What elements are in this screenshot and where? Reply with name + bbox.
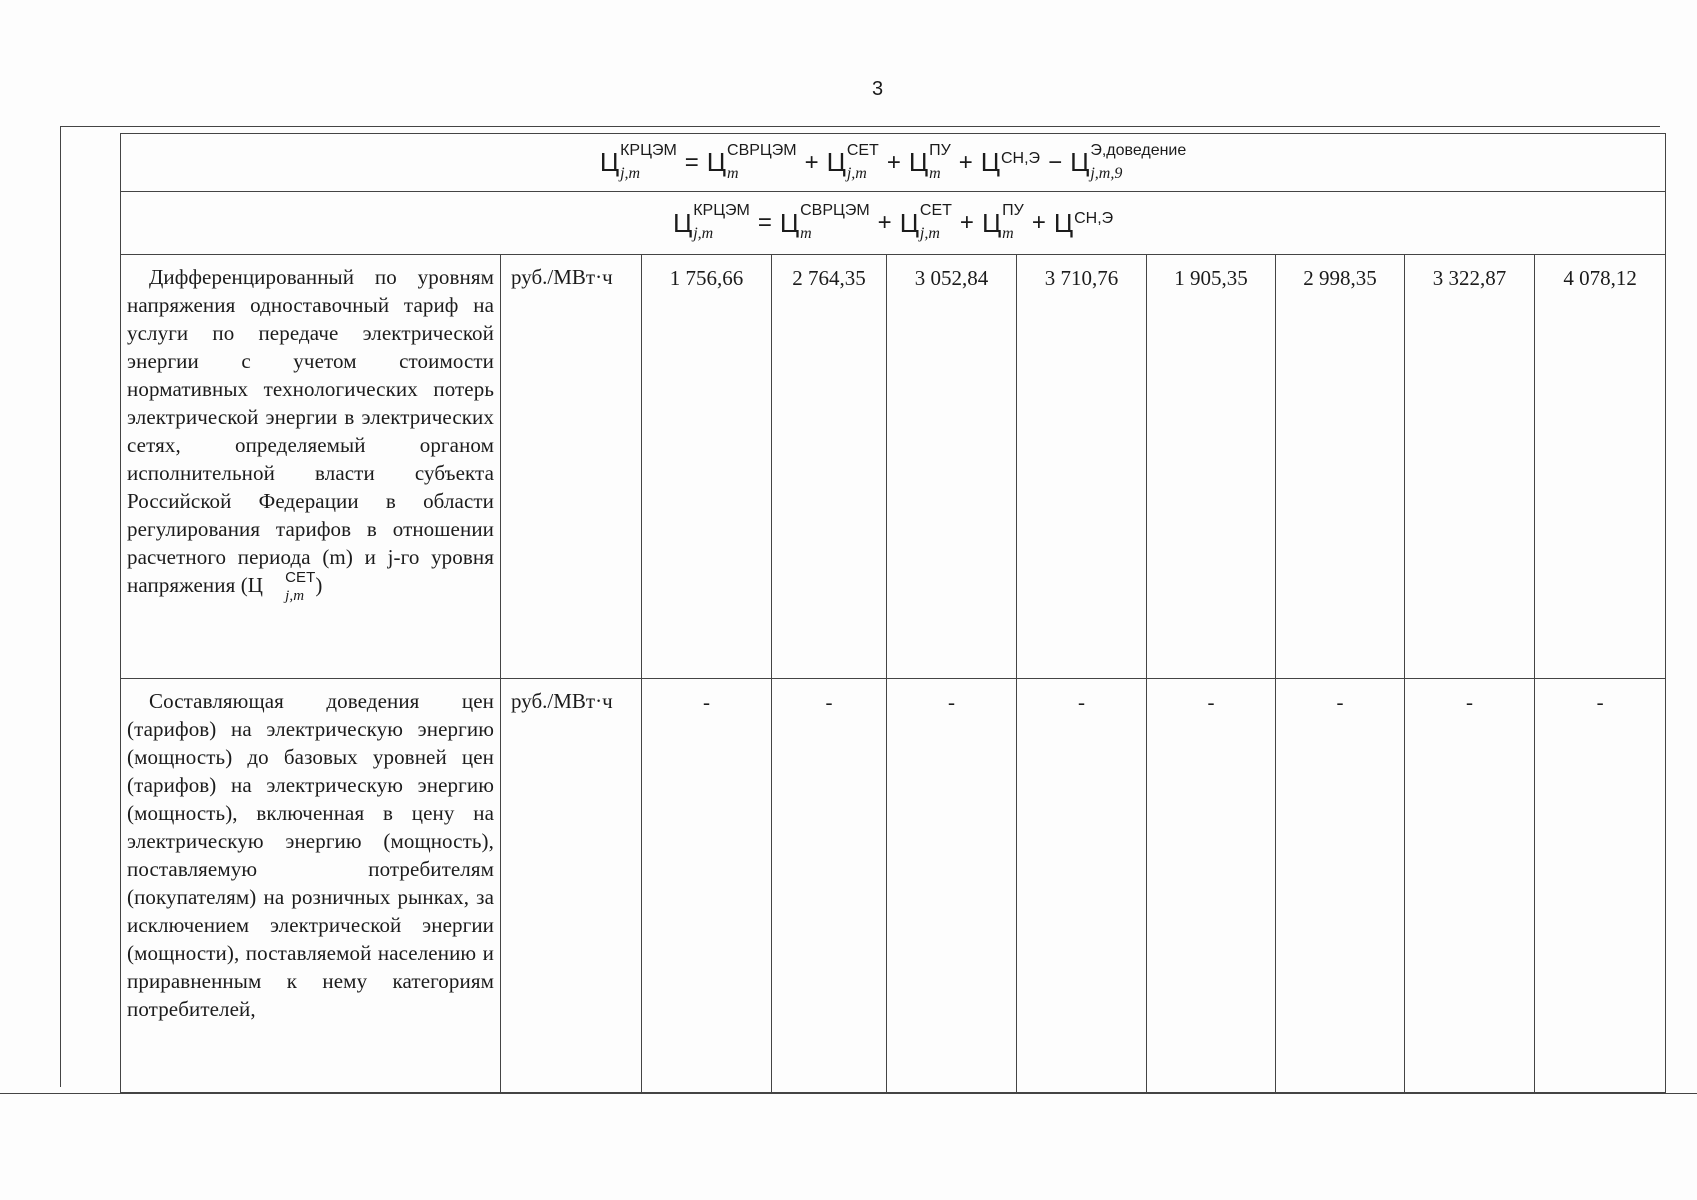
formula-term (908, 141, 951, 182)
formula-term-scripts (727, 141, 797, 182)
formula-term-sub: m (929, 164, 941, 182)
value-cell: 1 905,35 (1147, 255, 1276, 679)
row-unit: руб./МВт·ч (501, 255, 642, 679)
tariff-table (120, 133, 1666, 1093)
description-symbol-sub: j,m (285, 588, 305, 605)
value-cell: - (772, 679, 887, 1093)
formula-term-symbol: Ц (826, 147, 846, 177)
formula-term-scripts (846, 141, 879, 182)
value-cell: 2 764,35 (772, 255, 887, 679)
formula-term-sub: m (800, 225, 812, 242)
formula-term (1070, 141, 1187, 182)
formula-term-scripts (1074, 210, 1114, 231)
formula-term-symbol: Ц (1053, 207, 1074, 238)
formula-term-scripts (1090, 141, 1187, 182)
formula-cell-2 (121, 192, 1666, 255)
formula-term-sup: СН,Э (1001, 149, 1041, 167)
description-symbol (263, 568, 316, 605)
formula-term-operator: + (877, 209, 892, 236)
formula-term-scripts (800, 202, 870, 242)
value-cell: 1 756,66 (642, 255, 772, 679)
formula-term-operator: + (959, 209, 974, 236)
formula-term-scripts (1001, 149, 1041, 171)
row-description (121, 255, 501, 679)
value-cell: 3 052,84 (887, 255, 1017, 679)
formula-term-operator: + (804, 148, 819, 176)
value-cell: - (1405, 679, 1535, 1093)
formula-term-sup: СЕТ (919, 202, 952, 219)
formula-lhs-sup: КРЦЭМ (620, 141, 677, 159)
table-row (121, 255, 1666, 679)
formula-equals: = (757, 209, 772, 236)
formula-2 (671, 202, 1115, 242)
value-cell: 3 710,76 (1017, 255, 1147, 679)
value-cell: - (642, 679, 772, 1093)
formula-term-sup: ПУ (929, 141, 951, 159)
formula-term-sup: Э,доведение (1090, 141, 1187, 159)
formula-term-symbol: Ц (1070, 147, 1090, 177)
formula-term (899, 202, 952, 242)
row-unit: руб./МВт·ч (501, 679, 642, 1093)
formula-cell-1 (121, 134, 1666, 192)
formula-lhs-scripts (620, 141, 677, 182)
formula-term-sup: СВРЦЭМ (800, 202, 870, 219)
formula-term (981, 202, 1024, 242)
formula-term-symbol: Ц (706, 147, 727, 177)
formula-term-scripts (1002, 202, 1024, 242)
row-description (121, 679, 501, 1093)
formula-term-operator: + (1031, 209, 1046, 236)
formula-term-operator: + (886, 148, 901, 176)
formula-term (826, 141, 879, 182)
row-description-text: Дифференцированный по уровням напряжения одноставочный тариф на услуги по передаче электрической энергии с учетом стоимости нормативных технологических потерь электрической энергии в электрических сетях, определяемый органом исполнительной власти субъекта Российской Федерации в области регулирования тарифов в отношении расчетного периода (m) и j-го уровня напряжения (Ц (127, 265, 494, 597)
formula-term-sub: j,m (846, 164, 867, 182)
description-symbol-close: ) (315, 573, 323, 597)
formula-term-symbol: Ц (908, 147, 929, 177)
formula-term-sup: ПУ (1002, 202, 1024, 219)
formula-term-sub: m (1002, 225, 1014, 242)
formula-term-sub: j,m (919, 225, 940, 242)
formula-lhs-sub: j,m (693, 225, 714, 242)
formula-term (779, 202, 870, 242)
value-cell: 3 322,87 (1405, 255, 1535, 679)
formula-term-symbol: Ц (899, 207, 919, 238)
formula-term-scripts (919, 202, 952, 242)
table-row (121, 679, 1666, 1093)
formula-term-symbol: Ц (980, 147, 1000, 177)
value-cell: - (1017, 679, 1147, 1093)
formula-lhs-symbol: Ц (672, 207, 693, 238)
formula-lhs (672, 202, 750, 242)
formula-term-sup: СЕТ (846, 141, 879, 159)
formula-lhs-sup: КРЦЭМ (693, 202, 750, 219)
formula-equals: = (684, 148, 699, 176)
formula-term-sup: СВРЦЭМ (727, 141, 797, 159)
value-cell: - (1147, 679, 1276, 1093)
formula-term (706, 141, 797, 182)
formula-row-2 (121, 192, 1666, 255)
formula-row-1 (121, 134, 1666, 192)
formula-term (981, 147, 1040, 178)
formula-term-operator: − (1048, 148, 1063, 176)
formula-term-symbol: Ц (779, 207, 800, 238)
value-cell: - (1535, 679, 1666, 1093)
page-number: 3 (871, 78, 884, 100)
formula-term-sub: m (727, 164, 739, 182)
formula-lhs (599, 141, 677, 182)
value-cell: - (887, 679, 1017, 1093)
formula-term-sup: СН,Э (1074, 210, 1114, 227)
formula-lhs-symbol: Ц (599, 147, 620, 177)
value-cell: - (1276, 679, 1405, 1093)
formula-term (1054, 208, 1113, 239)
page-bottom-rule (0, 1093, 1697, 1094)
formula-term-operator: + (958, 148, 973, 176)
value-cell: 4 078,12 (1535, 255, 1666, 679)
row-description-text: Составляющая доведения цен (тарифов) на электрическую энергию (мощность) до базовых уровней цен (тарифов) на электрическую энергию (мощность), включенная в цену на электрическую энергию (мощность), поставляемую потребителям (покупателям) на розничных рынках, за исключением электрической энергии (мощности), поставляемой населению и приравненным к нему категориям потребителей, (127, 689, 494, 1021)
formula-lhs-scripts (693, 202, 750, 242)
formula-term-scripts (929, 141, 951, 182)
formula-term-sub: j,m,9 (1090, 164, 1123, 182)
formula-lhs-sub: j,m (620, 164, 641, 182)
formula-term-symbol: Ц (981, 207, 1002, 238)
formula-1 (598, 141, 1188, 182)
description-symbol-sup: СЕТ (285, 568, 316, 586)
value-cell: 2 998,35 (1276, 255, 1405, 679)
